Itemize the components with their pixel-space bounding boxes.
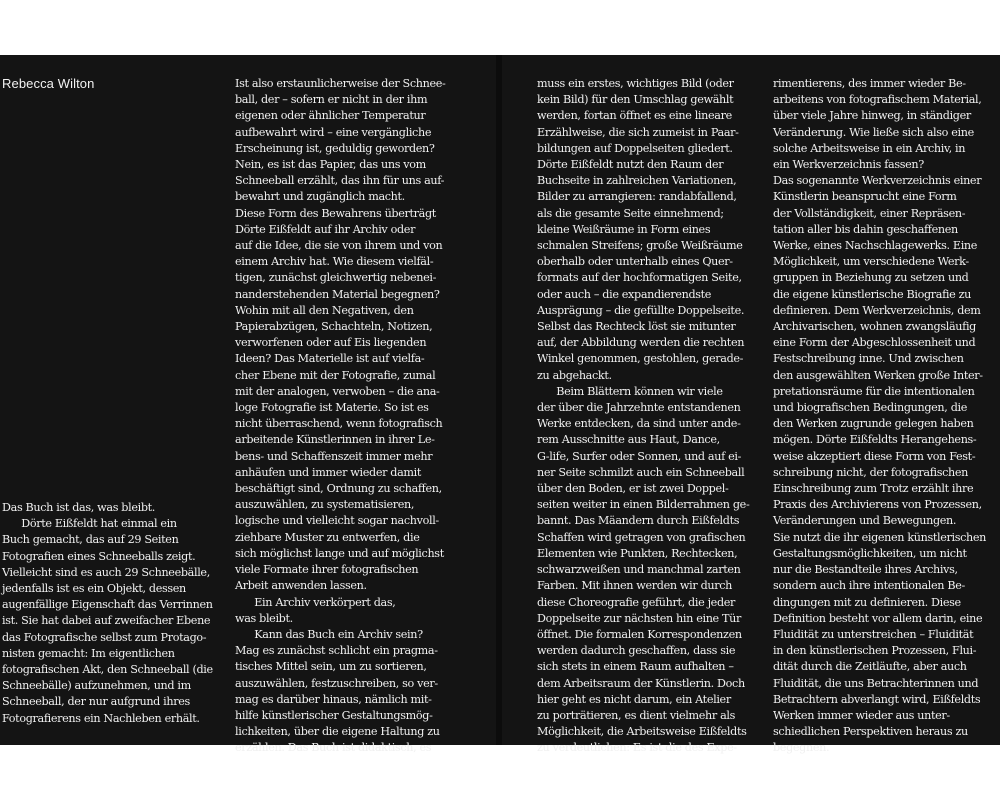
author-name: Rebecca Wilton [2, 76, 95, 91]
text-column-2: Ist also erstaunlicherweise der Schnee- ball, der – sofern er nicht in der ihm eigenen oder ähnlicher Temperatur aufbewahrt wird – eine vergängliche Erscheinung ist, geduldig geworden? Nein, es ist das Papier, das uns vom Schneeball erzählt, das ihn für uns auf- bewahrt und zugänglich macht. Diese Form des Bewahrens überträgt Dörte Eißfeldt auf ihr Archiv oder auf die Idee, die sie von ihrem und von einem Archiv hat. Wie diesem vielfäl- tigen, zunächst gleichwertig nebenei- nanderstehenden Material begegnen? Wohin mit all den Negativen, den Papierabzügen, Schachteln, Notizen, verworfenen oder auf Eis liegenden Ideen? Das Materielle ist auf vielfa- cher Ebene mit der Fotografie, zumal mit der analogen, verwoben – die ana- loge Fotografie ist Materie. So ist es nicht überraschend, wenn fotografisch arbeitende Künstlerinnen in ihrer Le- bens- und Schaffenszeit immer mehr anhäufen und immer wieder damit beschäftigt sind, Ordnung zu schaffen, auszuwählen, zu systematisieren, logische und vielleicht sogar nachvoll- ziehbare Muster zu entwerfen, die sich möglichst lange und auf möglichst viele Formate ihrer fotografischen Arbeit anwenden lassen. Ein Archiv verkörpert das, was bleibt. Kann das Buch ein Archiv sein? Mag es zunächst schlicht ein pragma- tisches Mittel sein, um zu sortieren, auszuwählen, festzuschreiben, so ver- mag es darüber hinaus, nämlich mit- hilfe künstlerischer Gestaltungsmög- lichkeiten, über die eigene Haltung zu erzählen. Das Buch ist didaktisch, es [235, 77, 446, 755]
book-spread [0, 55, 1000, 755]
text-column-3: muss ein erstes, wichtiges Bild (oder kein Bild) für den Umschlag gewählt werden, fortan öffnet es eine lineare Erzählweise, die sich zumeist in Paar- bildungen auf Doppelseiten gliedert. Dörte Eißfeldt nutzt den Raum der Buchseite in zahlreichen Variationen, Bilder zu arrangieren: randabfallend, als die gesamte Seite einnehmend; kleine Weißräume in Form eines schmalen Streifens; große Weißräume oberhalb oder unterhalb eines Quer- formats auf der hochformatigen Seite, oder auch – die expandierendste Ausprägung – die gefüllte Doppelseite. Selbst das Rechteck löst sie mitunter auf, der Abbildung werden die rechten Winkel genommen, gestohlen, gerade- zu abgehackt. Beim Blättern können wir viele der über die Jahrzehnte entstandenen Werke entdecken, da sind unter ande- rem Ausschnitte aus Haut, Dance, G-life, Surfer oder Sonnen, und auf ei- ner Seite schmilzt auch ein Schneeball über den Boden, er ist zwei Doppel- seiten weiter in einen Bilderrahmen ge- bannt. Das Mäandern durch Eißfeldts Schaffen wird getragen von grafischen Elementen wie Punkten, Rechtecken, schwarzweißen und manchmal zarten Farben. Mit ihnen werden wir durch diese Choreografie geführt, die jeder Doppelseite zur nächsten hin eine Tür öffnet. Die formalen Korrespondenzen werden dadurch geschaffen, dass sie sich stets in einem Raum aufhalten – dem Arbeitsraum der Künstlerin. Doch hier geht es nicht darum, ein Atelier zu porträtieren, es dient vielmehr als Möglichkeit, die Arbeitsweise Eißfeldts zu verdeutlichen: Es ist die des Expe- [537, 77, 750, 755]
text-column-1: Das Buch ist das, was bleibt. Dörte Eißfeldt hat einmal ein Buch gemacht, das auf 29 Seiten Fotografien eines Schneeballs zeigt. Vielleicht sind es auch 29 Schneebälle, jedenfalls ist es ein Objekt, dessen augenfällige Eigenschaft das Verrinnen ist. Sie hat dabei auf zweifacher Ebene das Fotografische selbst zum Protago- nisten gemacht: Im eigentlichen fotografischen Akt, den Schneeball (die Schneebälle) aufzunehmen, und im Schneeball, der nur aufgrund ihres Fotografierens ein Nachleben erhält. [2, 501, 213, 725]
page-gutter [496, 55, 502, 745]
text-column-4: rimentierens, des immer wieder Be- arbeitens von fotografischem Material, über viele Jahre hinweg, in ständiger Veränderung. Wie ließe sich also eine solche Arbeitsweise in ein Archiv, in ein Werkverzeichnis fassen? Das sogenannte Werkverzeichnis einer Künstlerin beansprucht eine Form der Vollständigkeit, einer Repräsen- tation aller bis dahin geschaffenen Werke, eines Nachschlagewerks. Eine Möglichkeit, um verschiedene Werk- gruppen in Beziehung zu setzen und die eigene künstlerische Biografie zu definieren. Dem Werkverzeichnis, dem Archivarischen, wohnen zwangsläufig eine Form der Abgeschlossenheit und Festschreibung inne. Und zwischen den ausgewählten Werken große Inter- pretationsräume für die intentionalen und biografischen Bedingungen, die den Werken zugrunde gelegen haben mögen. Dörte Eißfeldts Herangehens- weise akzeptiert diese Form von Fest- schreibung nicht, der fotografischen Einschreibung zum Trotz erzählt ihre Praxis des Archivierens von Prozessen, Veränderungen und Bewegungen. Sie nutzt die ihr eigenen künstlerischen Gestaltungsmöglichkeiten, um nicht nur die Bestandteile ihres Archivs, sondern auch ihre intentionalen Be- dingungen mit zu definieren. Diese Definition besteht vor allem darin, eine Fluidität zu unterstreichen – Fluidität in den künstlerischen Prozessen, Flui- dität durch die Zeitläufte, aber auch Fluidität, die uns Betrachterinnen und Betrachtern abverlangt wird, Eißfeldts Werken immer wieder aus unter- schiedlichen Perspektiven heraus zu begegnen. [773, 77, 987, 755]
